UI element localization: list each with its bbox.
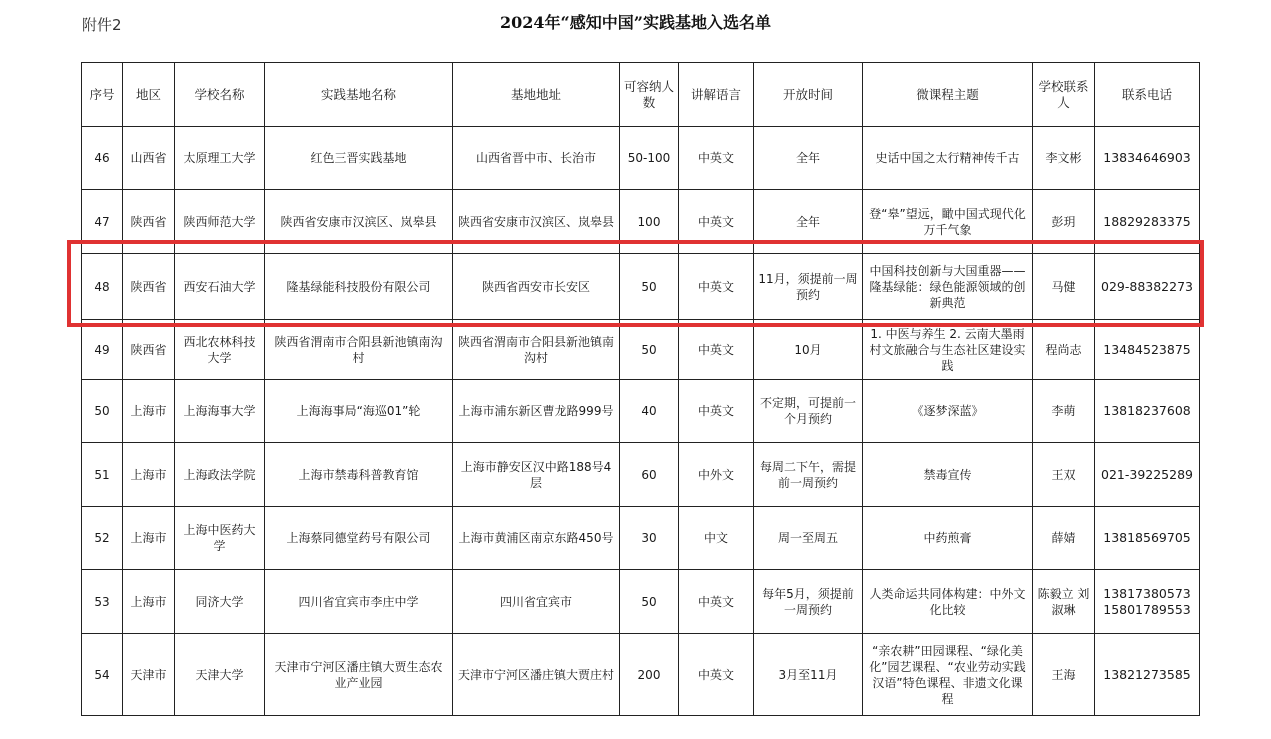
cell-address: 上海市静安区汉中路188号4层: [453, 443, 620, 507]
cell-hours: 每周二下午，需提前一周预约: [754, 443, 863, 507]
cell-address: 陕西省西安市长安区: [453, 254, 620, 320]
cell-language: 中英文: [679, 127, 754, 190]
column-header: 学校联系人: [1033, 63, 1095, 127]
column-header: 地区: [123, 63, 175, 127]
cell-region: 陕西省: [123, 190, 175, 254]
cell-school: 上海中医药大学: [175, 507, 265, 570]
cell-phone: 13818569705: [1095, 507, 1200, 570]
cell-course: 人类命运共同体构建：中外文化比较: [863, 570, 1033, 634]
cell-hours: 周一至周五: [754, 507, 863, 570]
cell-hours: 全年: [754, 190, 863, 254]
cell-address: 上海市黄浦区南京东路450号: [453, 507, 620, 570]
cell-phone: 13484523875: [1095, 320, 1200, 380]
table-row: [82, 634, 1200, 716]
cell-region: 上海市: [123, 570, 175, 634]
cell-course: 史话中国之太行精神传千古: [863, 127, 1033, 190]
cell-address: 上海市浦东新区曹龙路999号: [453, 380, 620, 443]
table-header-row: [82, 63, 1200, 127]
cell-school: 上海政法学院: [175, 443, 265, 507]
cell-language: 中英文: [679, 190, 754, 254]
cell-capacity: 60: [620, 443, 679, 507]
cell-capacity: 30: [620, 507, 679, 570]
cell-school: 陕西师范大学: [175, 190, 265, 254]
table-row: [82, 380, 1200, 443]
column-header: 可容纳人数: [620, 63, 679, 127]
cell-hours: 每年5月，须提前一周预约: [754, 570, 863, 634]
cell-address: 陕西省渭南市合阳县新池镇南沟村: [453, 320, 620, 380]
cell-school: 西安石油大学: [175, 254, 265, 320]
cell-capacity: 50: [620, 570, 679, 634]
column-header: 学校名称: [175, 63, 265, 127]
cell-no: 50: [82, 380, 123, 443]
cell-address: 天津市宁河区潘庄镇大贾庄村: [453, 634, 620, 716]
table-row: [82, 190, 1200, 254]
cell-phone: 13817380573 15801789553: [1095, 570, 1200, 634]
column-header: 联系电话: [1095, 63, 1200, 127]
cell-no: 47: [82, 190, 123, 254]
cell-no: 46: [82, 127, 123, 190]
cell-course: 中药煎膏: [863, 507, 1033, 570]
cell-region: 陕西省: [123, 320, 175, 380]
cell-hours: 3月至11月: [754, 634, 863, 716]
column-header: 实践基地名称: [265, 63, 453, 127]
cell-region: 陕西省: [123, 254, 175, 320]
cell-region: 山西省: [123, 127, 175, 190]
cell-hours: 10月: [754, 320, 863, 380]
cell-base: 天津市宁河区潘庄镇大贾生态农业产业园: [265, 634, 453, 716]
cell-phone: 13818237608: [1095, 380, 1200, 443]
table-row-highlighted: [82, 254, 1200, 320]
cell-capacity: 200: [620, 634, 679, 716]
cell-contact: 陈毅立 刘淑琳: [1033, 570, 1095, 634]
cell-base: 陕西省安康市汉滨区、岚皋县: [265, 190, 453, 254]
cell-course: 《逐梦深蓝》: [863, 380, 1033, 443]
column-header: 讲解语言: [679, 63, 754, 127]
cell-hours: 全年: [754, 127, 863, 190]
cell-school: 太原理工大学: [175, 127, 265, 190]
cell-school: 同济大学: [175, 570, 265, 634]
cell-base: 隆基绿能科技股份有限公司: [265, 254, 453, 320]
cell-no: 48: [82, 254, 123, 320]
cell-no: 51: [82, 443, 123, 507]
table-row: [82, 570, 1200, 634]
cell-no: 52: [82, 507, 123, 570]
cell-no: 53: [82, 570, 123, 634]
cell-course: 登“皋”望远，瞰中国式现代化万千气象: [863, 190, 1033, 254]
cell-base: 上海海事局“海巡01”轮: [265, 380, 453, 443]
cell-language: 中英文: [679, 570, 754, 634]
cell-phone: 029-88382273: [1095, 254, 1200, 320]
practice-base-table: [81, 62, 1200, 716]
table-row: [82, 320, 1200, 380]
column-header: 序号: [82, 63, 123, 127]
cell-base: 陕西省渭南市合阳县新池镇南沟村: [265, 320, 453, 380]
cell-language: 中文: [679, 507, 754, 570]
cell-hours: 11月，须提前一周预约: [754, 254, 863, 320]
cell-school: 天津大学: [175, 634, 265, 716]
cell-contact: 李萌: [1033, 380, 1095, 443]
cell-capacity: 50: [620, 254, 679, 320]
cell-base: 上海市禁毒科普教育馆: [265, 443, 453, 507]
document-title: 2024年“感知中国”实践基地入选名单: [500, 13, 771, 32]
attachment-label: 附件2: [82, 16, 122, 34]
cell-capacity: 40: [620, 380, 679, 443]
cell-contact: 程尚志: [1033, 320, 1095, 380]
cell-no: 49: [82, 320, 123, 380]
cell-base: 红色三晋实践基地: [265, 127, 453, 190]
cell-phone: 13821273585: [1095, 634, 1200, 716]
cell-language: 中外文: [679, 443, 754, 507]
cell-contact: 彭玥: [1033, 190, 1095, 254]
cell-no: 54: [82, 634, 123, 716]
cell-region: 上海市: [123, 507, 175, 570]
cell-school: 上海海事大学: [175, 380, 265, 443]
cell-course: 禁毒宣传: [863, 443, 1033, 507]
cell-course: 1. 中医与养生 2. 云南大墨雨村文旅融合与生态社区建设实践: [863, 320, 1033, 380]
cell-contact: 薛婧: [1033, 507, 1095, 570]
cell-capacity: 50: [620, 320, 679, 380]
cell-capacity: 100: [620, 190, 679, 254]
cell-region: 上海市: [123, 443, 175, 507]
column-header: 基地地址: [453, 63, 620, 127]
cell-contact: 马健: [1033, 254, 1095, 320]
table-row: [82, 443, 1200, 507]
cell-base: 上海蔡同德堂药号有限公司: [265, 507, 453, 570]
cell-hours: 不定期，可提前一个月预约: [754, 380, 863, 443]
cell-course: 中国科技创新与大国重器—— 隆基绿能：绿色能源领域的创新典范: [863, 254, 1033, 320]
cell-base: 四川省宜宾市李庄中学: [265, 570, 453, 634]
cell-contact: 李文彬: [1033, 127, 1095, 190]
cell-phone: 13834646903: [1095, 127, 1200, 190]
cell-language: 中英文: [679, 634, 754, 716]
cell-phone: 021-39225289: [1095, 443, 1200, 507]
cell-phone: 18829283375: [1095, 190, 1200, 254]
table-row: [82, 507, 1200, 570]
cell-region: 上海市: [123, 380, 175, 443]
cell-course: “亲农耕”田园课程、“绿化美化”园艺课程、“农业劳动实践汉语”特色课程、非遗文化课程: [863, 634, 1033, 716]
cell-address: 山西省晋中市、长治市: [453, 127, 620, 190]
cell-address: 四川省宜宾市: [453, 570, 620, 634]
cell-region: 天津市: [123, 634, 175, 716]
cell-contact: 王海: [1033, 634, 1095, 716]
cell-address: 陕西省安康市汉滨区、岚皋县: [453, 190, 620, 254]
column-header: 微课程主题: [863, 63, 1033, 127]
column-header: 开放时间: [754, 63, 863, 127]
table-row: [82, 127, 1200, 190]
cell-language: 中英文: [679, 320, 754, 380]
cell-capacity: 50-100: [620, 127, 679, 190]
cell-language: 中英文: [679, 380, 754, 443]
cell-school: 西北农林科技大学: [175, 320, 265, 380]
cell-contact: 王双: [1033, 443, 1095, 507]
cell-language: 中英文: [679, 254, 754, 320]
